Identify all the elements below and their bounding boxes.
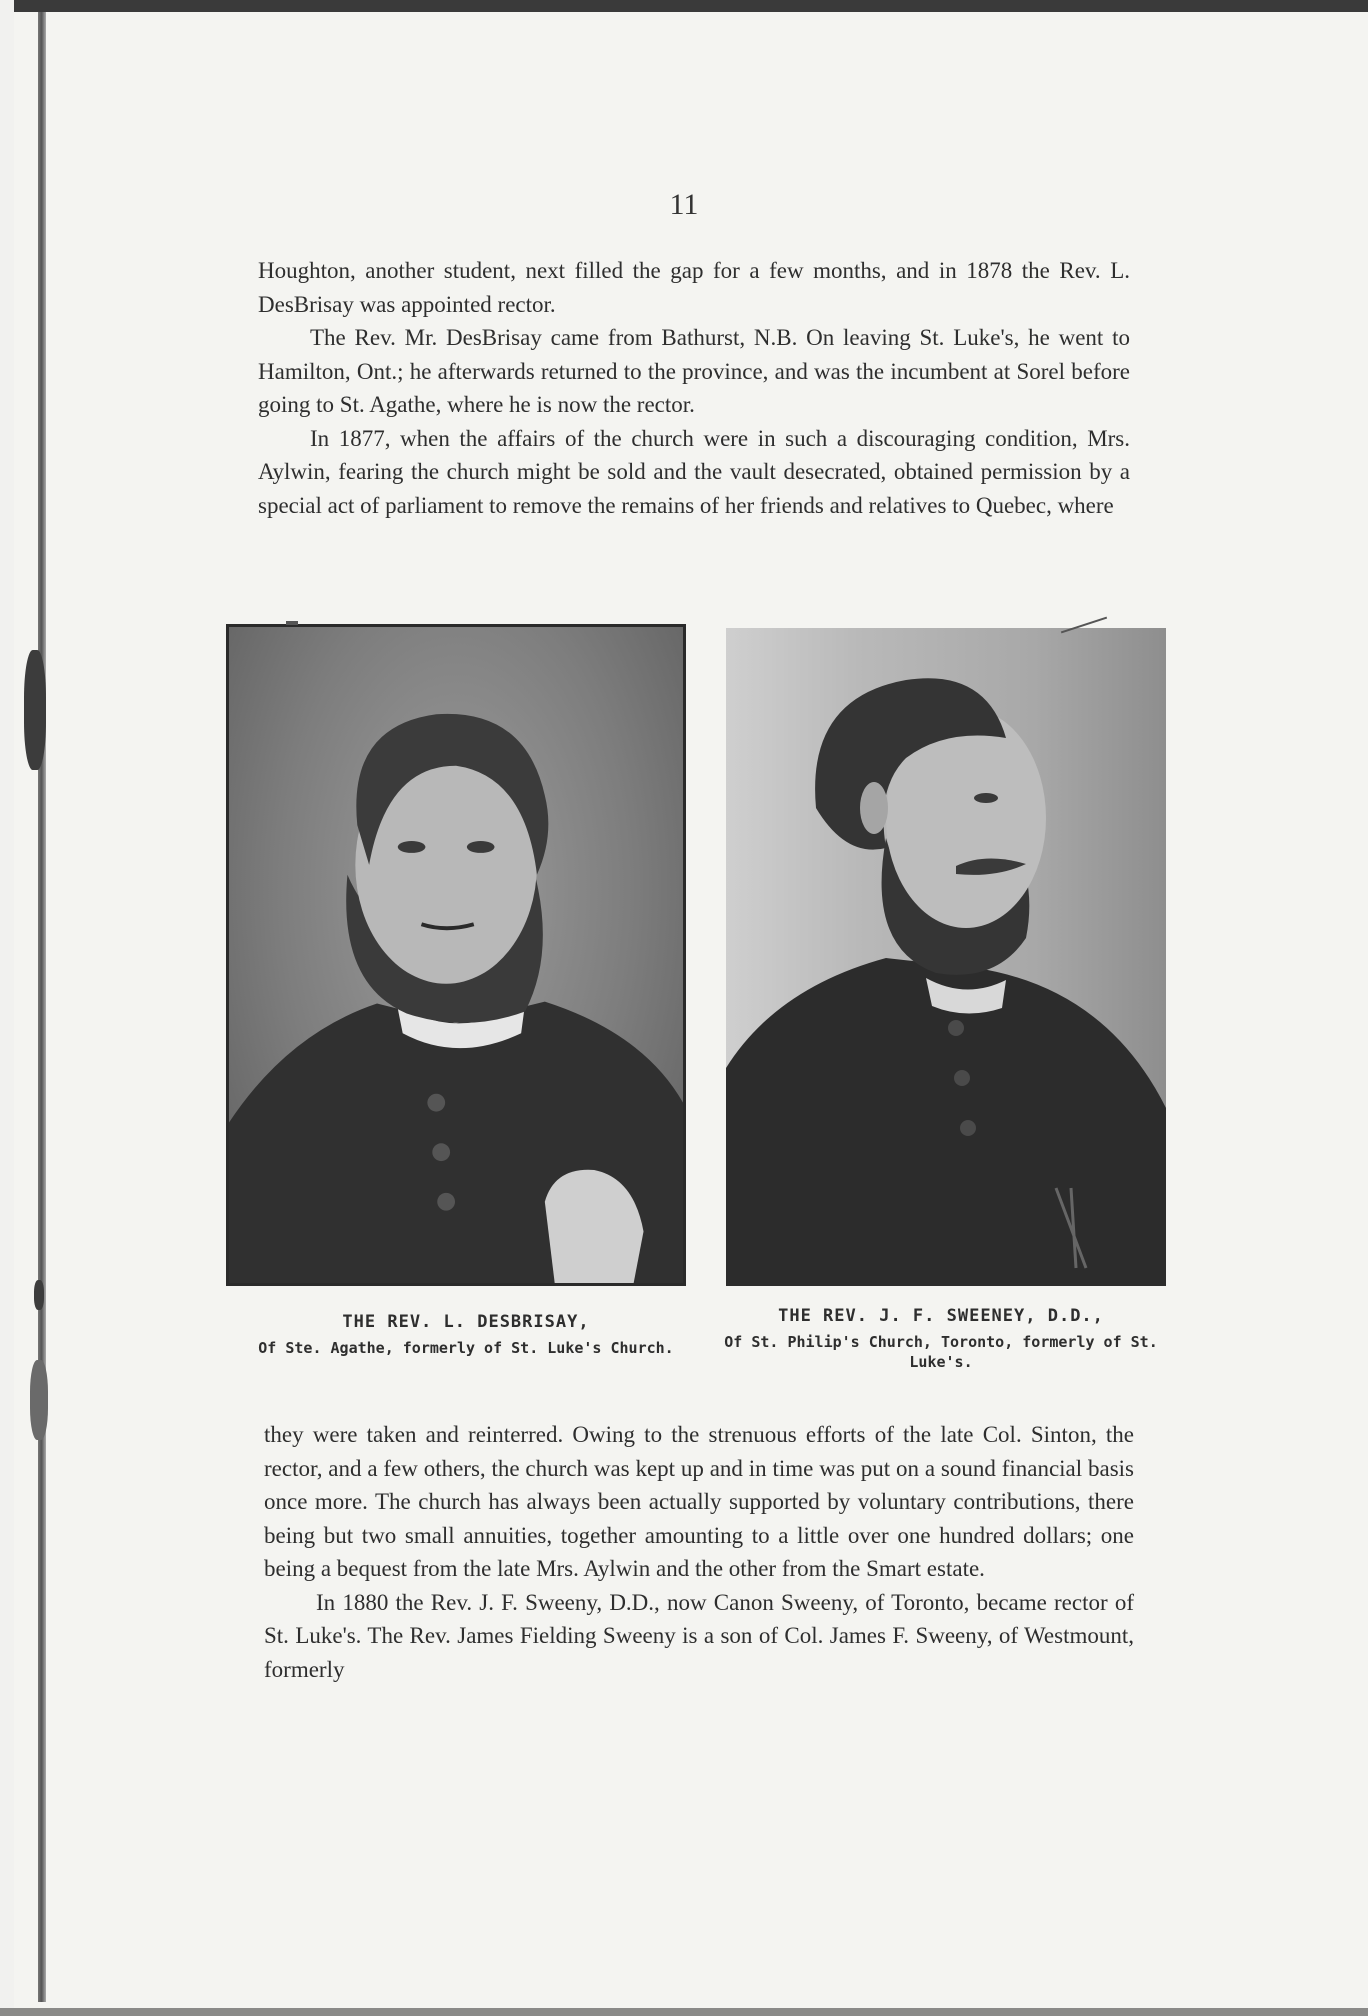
paragraph: Houghton, another student, next filled the gap for a few months, and in 1878 the Rev. L. DesBrisay was appointed rector. bbox=[258, 258, 1130, 317]
scan-bottom-edge bbox=[0, 2008, 1368, 2016]
paragraph: In 1877, when the affairs of the church were in such a discouraging condition, Mrs. Aylwin, fearing the church might be sold and the vault desecrated, obtained permission by a special act of parliament to remove the remains of her friends and relatives to Quebec, where bbox=[258, 425, 1130, 518]
binding-mark bbox=[24, 650, 46, 770]
caption-sweeney bbox=[698, 1306, 1184, 1372]
page-gutter-edge bbox=[38, 12, 46, 2002]
paragraph: they were taken and reinterred. Owing to the strenuous efforts of the late Col. Sinton, the rector, and a few others, the church was kept up and in time was put on a sound financial basis once more. The church has always been actually supported by voluntary contributions, there being but two small annuities, together amounting to a little over one hundred dollars; one being a bequest from the late Mrs. Aylwin and the other from the Smart estate. bbox=[264, 1422, 1134, 1581]
ink-speck bbox=[286, 621, 298, 625]
binding-mark bbox=[30, 1360, 48, 1440]
paragraph: In 1880 the Rev. J. F. Sweeny, D.D., now Canon Sweeny, of Toronto, became rector of St. Luke's. The Rev. James Fielding Sweeny is a son of Col. James F. Sweeny, of Westmount, formerly bbox=[264, 1589, 1134, 1682]
portrait-illustration bbox=[726, 628, 1166, 1286]
scan-left-margin bbox=[0, 0, 14, 2016]
caption-name: THE REV. J. F. SWEENEY, D.D., bbox=[778, 1306, 1104, 1326]
scan-top-edge bbox=[0, 0, 1368, 12]
portrait-photo-desbrisay bbox=[226, 624, 686, 1286]
caption-desbrisay bbox=[236, 1312, 696, 1358]
caption-subtitle: Of Ste. Agathe, formerly of St. Luke's Church. bbox=[258, 1339, 674, 1357]
page-number: 11 bbox=[669, 188, 699, 221]
body-text-bottom bbox=[264, 1418, 1134, 1686]
body-text-top bbox=[258, 254, 1130, 522]
binding-mark bbox=[34, 1280, 44, 1310]
caption-name: THE REV. L. DESBRISAY, bbox=[342, 1312, 590, 1332]
paragraph: The Rev. Mr. DesBrisay came from Bathurst, N.B. On leaving St. Luke's, he went to Hamilton, Ont.; he afterwards returned to the province, and was the incumbent at Sorel before going to St. Agathe, where he is now the rector. bbox=[258, 325, 1130, 417]
portrait-photo-sweeney bbox=[726, 628, 1166, 1286]
caption-subtitle: Of St. Philip's Church, Toronto, formerly of St. Luke's. bbox=[724, 1333, 1158, 1371]
portrait-illustration bbox=[229, 627, 683, 1283]
